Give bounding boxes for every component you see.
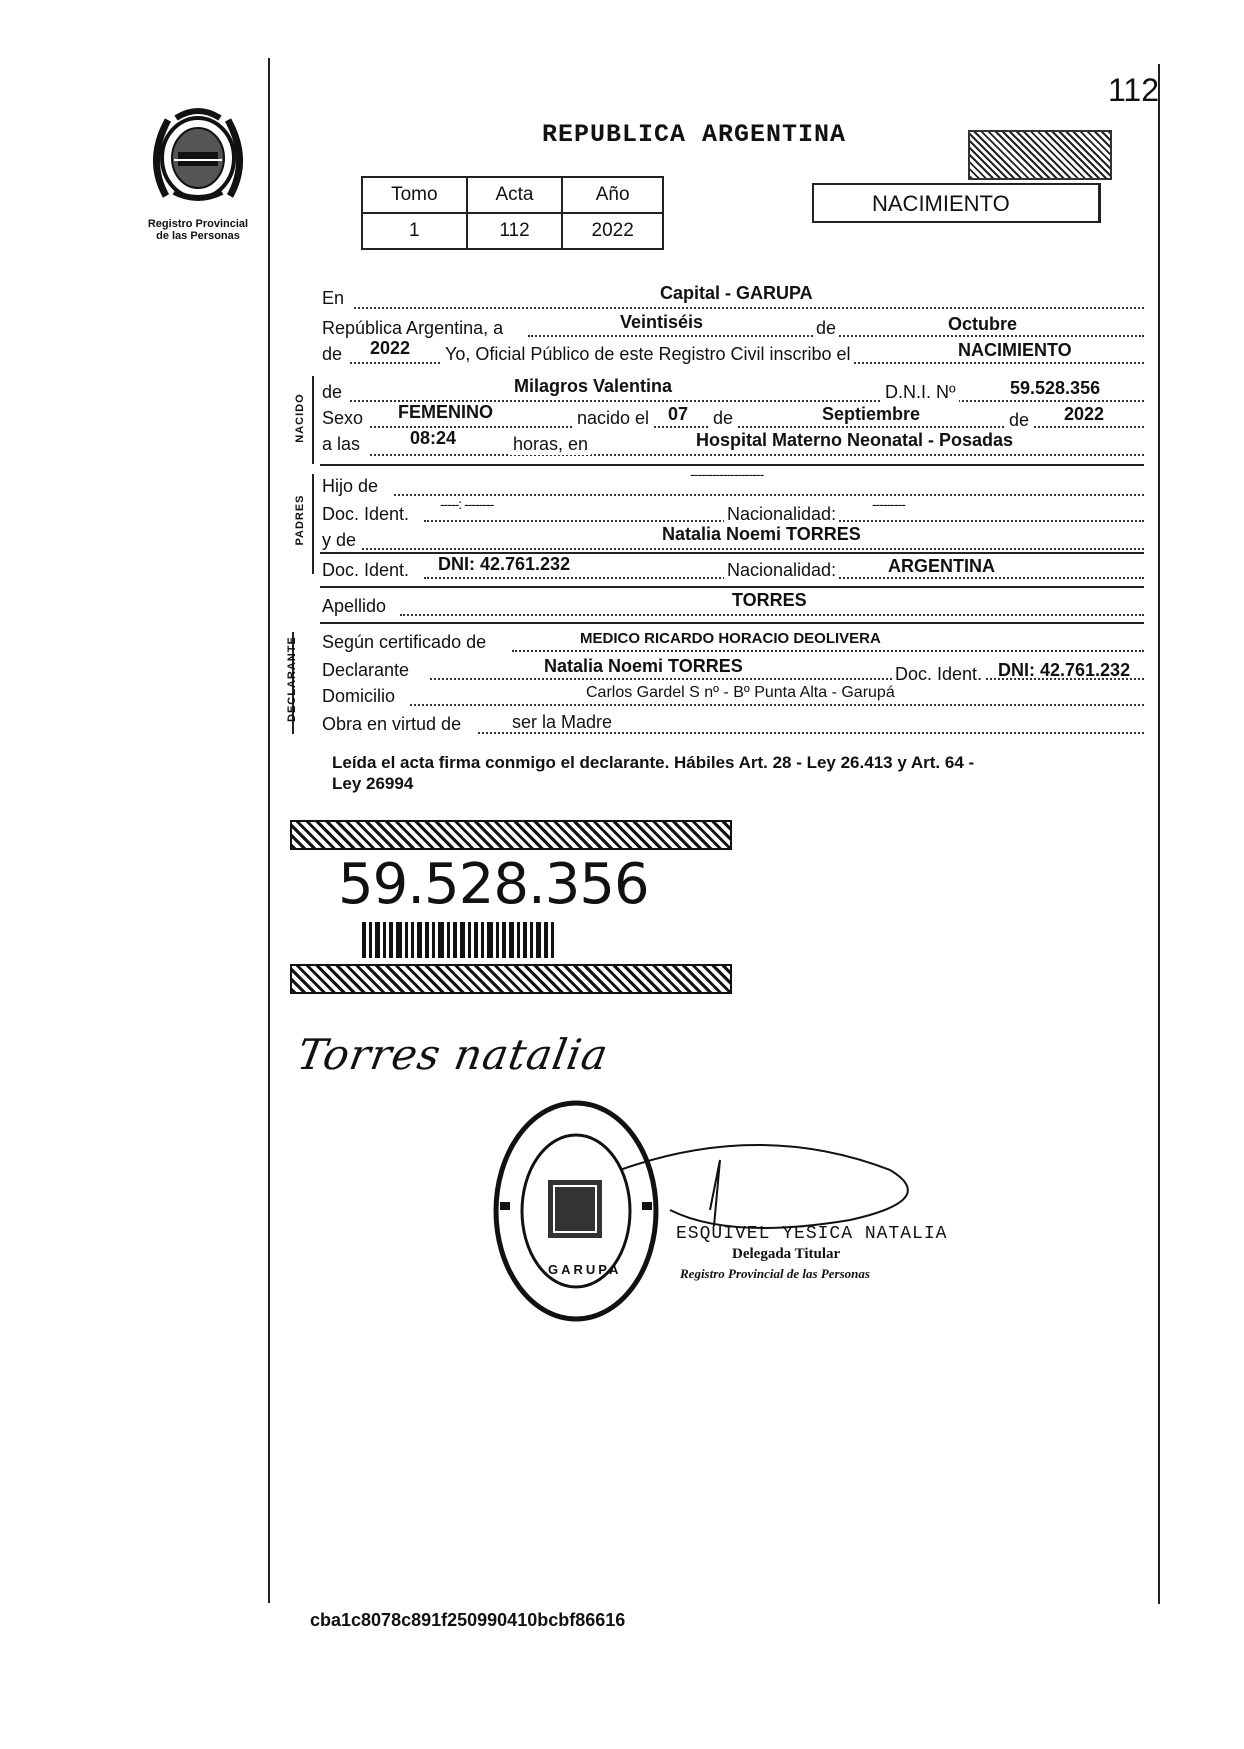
birth-de2-label: de bbox=[1006, 410, 1032, 431]
identifier-number: 59.528.356 bbox=[338, 852, 649, 917]
yde-label: y de bbox=[322, 530, 357, 550]
birth-time-value: 08:24 bbox=[410, 428, 457, 448]
day-value: Veintiséis bbox=[620, 312, 704, 332]
doc1-value: -----: -------- bbox=[440, 496, 494, 512]
mother-dots bbox=[362, 546, 1144, 550]
apellido-dots bbox=[400, 612, 1144, 616]
en-dots bbox=[354, 305, 1144, 309]
nac1-value: --------- bbox=[872, 496, 905, 512]
ano-value: 2022 bbox=[562, 213, 663, 249]
registry-label: Registro Provincial de las Personas bbox=[147, 218, 249, 242]
dni-value: 59.528.356 bbox=[1010, 378, 1101, 398]
reference-table bbox=[361, 176, 664, 250]
docid-label: Doc. Ident. bbox=[892, 664, 985, 685]
declarante-side-label: DECLARANTE bbox=[286, 636, 298, 722]
official-org: Registro Provincial de las Personas bbox=[680, 1266, 870, 1281]
nacido-side-label: NACIDO bbox=[294, 393, 306, 443]
padres-divider bbox=[320, 586, 1144, 588]
de2-label: de bbox=[322, 344, 343, 364]
dom-label: Domicilio bbox=[322, 686, 396, 706]
dom-dots bbox=[410, 702, 1144, 706]
alas-label: a las bbox=[322, 434, 361, 454]
birth-day-value: 07 bbox=[668, 404, 689, 424]
top-security-band bbox=[290, 820, 732, 850]
month-value: Octubre bbox=[948, 314, 1018, 334]
act-type-label: NACIMIENTO bbox=[872, 191, 1010, 216]
left-margin-line bbox=[268, 58, 270, 1603]
de-label: de bbox=[816, 318, 837, 338]
hijo-value: -------------------- bbox=[690, 466, 764, 482]
acta-value: 112 bbox=[467, 213, 563, 249]
padres-bracket bbox=[312, 474, 314, 574]
right-margin-line bbox=[1158, 64, 1160, 1604]
apellido-divider bbox=[320, 622, 1144, 624]
mother-value: Natalia Noemi TORRES bbox=[662, 524, 861, 544]
nacido-name-value: Milagros Valentina bbox=[514, 376, 673, 396]
hijo-dots bbox=[394, 492, 1144, 496]
nac1-label: Nacionalidad: bbox=[724, 504, 839, 525]
hijo-label: Hijo de bbox=[322, 476, 379, 496]
nac2-label: Nacionalidad: bbox=[724, 560, 839, 581]
page-number: 112 bbox=[1108, 72, 1160, 108]
obra-value: ser la Madre bbox=[512, 712, 613, 732]
apellido-value: TORRES bbox=[732, 590, 807, 610]
birth-year-value: 2022 bbox=[1064, 404, 1105, 424]
tomo-value: 1 bbox=[362, 213, 467, 249]
birth-month-value: Septiembre bbox=[822, 404, 921, 424]
en-label: En bbox=[322, 288, 345, 308]
cert-dots bbox=[512, 648, 1144, 652]
obra-label: Obra en virtud de bbox=[322, 714, 462, 734]
doc1-label: Doc. Ident. bbox=[322, 504, 410, 524]
document-hash: cba1c8078c891f250990410bcbf86616 bbox=[310, 1610, 626, 1630]
acta-header: Acta bbox=[467, 177, 563, 213]
stamp-bottom-text: GARUPA bbox=[548, 1262, 622, 1277]
republica-label: República Argentina, a bbox=[322, 318, 504, 338]
docid-value: DNI: 42.761.232 bbox=[998, 660, 1131, 680]
decl-value: Natalia Noemi TORRES bbox=[544, 656, 743, 676]
year-value: 2022 bbox=[370, 338, 411, 358]
nac2-value: ARGENTINA bbox=[888, 556, 995, 576]
nacido-bracket bbox=[312, 376, 314, 464]
sexo-value: FEMENINO bbox=[398, 402, 494, 422]
stamp-mark bbox=[968, 130, 1112, 180]
province-seal-logo bbox=[138, 100, 258, 212]
apellido-label: Apellido bbox=[322, 596, 387, 616]
doc2-value: DNI: 42.761.232 bbox=[438, 554, 571, 574]
inscribo-value: NACIMIENTO bbox=[958, 340, 1072, 360]
dni-label: D.N.I. Nº bbox=[882, 382, 959, 403]
doc2-label: Doc. Ident. bbox=[322, 560, 410, 580]
padres-side-label: PADRES bbox=[294, 494, 306, 546]
nacido-el-label: nacido el bbox=[574, 408, 652, 429]
country-title: REPUBLICA ARGENTINA bbox=[542, 120, 847, 149]
birth-de-label: de bbox=[710, 408, 736, 429]
birth-place-value: Hospital Materno Neonatal - Posadas bbox=[696, 430, 1014, 450]
cert-value: MEDICO RICARDO HORACIO DEOLIVERA bbox=[580, 630, 881, 647]
oficial-text: Yo, Oficial Público de este Registro Civil inscribo el bbox=[442, 344, 854, 365]
nacido-de-label: de bbox=[322, 382, 343, 402]
sexo-label: Sexo bbox=[322, 408, 364, 428]
en-value: Capital - GARUPA bbox=[660, 283, 813, 303]
horas-label: horas, en bbox=[510, 434, 591, 455]
legal-text: Leída el acta firma conmigo el declarante. Hábiles Art. 28 - Ley 26.413 y Art. 64 - Ley 26994 bbox=[332, 753, 975, 793]
official-title: Delegada Titular bbox=[732, 1246, 841, 1262]
alas-dots bbox=[370, 452, 1144, 456]
dom-value: Carlos Gardel S nº - Bº Punta Alta - Garupá bbox=[586, 684, 895, 701]
decl-label: Declarante bbox=[322, 660, 410, 680]
declarant-signature: Torres natalia bbox=[293, 1030, 613, 1079]
act-type-box bbox=[812, 183, 1101, 223]
tomo-header: Tomo bbox=[362, 177, 467, 213]
ano-header: Año bbox=[562, 177, 663, 213]
identifier-barcode bbox=[362, 922, 554, 958]
official-name: ESQUIVEL YESICA NATALIA bbox=[676, 1224, 948, 1244]
cert-label: Según certificado de bbox=[322, 632, 487, 652]
bottom-security-band bbox=[290, 964, 732, 994]
